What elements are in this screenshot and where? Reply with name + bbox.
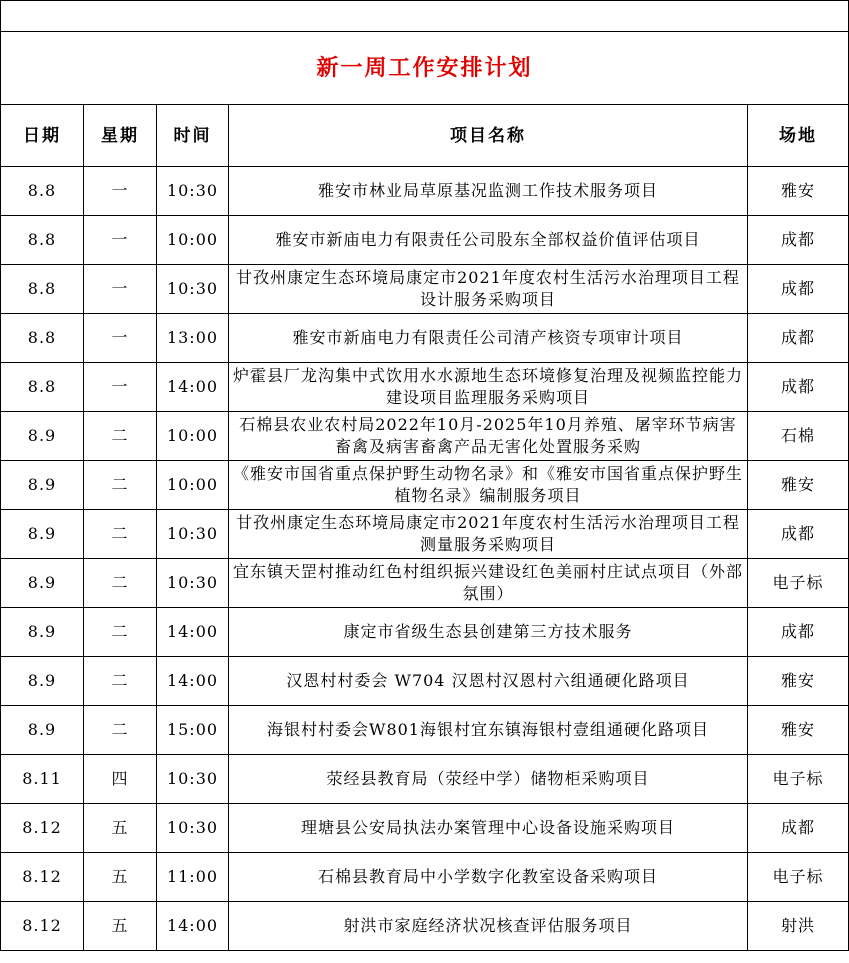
cell-time: 10:30: [157, 265, 229, 314]
header-weekday: 星期: [84, 105, 157, 167]
header-time: 时间: [157, 105, 229, 167]
cell-project: 炉霍县厂龙沟集中式饮用水水源地生态环境修复治理及视频监控能力建设项目监理服务采购项目: [229, 363, 748, 412]
header-venue: 场地: [748, 105, 849, 167]
table-row: [1, 510, 849, 559]
cell-venue: 成都: [748, 363, 849, 412]
cell-time: 15:00: [157, 706, 229, 755]
cell-project: 雅安市新庙电力有限责任公司股东全部权益价值评估项目: [229, 216, 748, 265]
cell-project: 石棉县农业农村局2022年10月-2025年10月养殖、屠宰环节病害畜禽及病害畜禽产品无害化处置服务采购: [229, 412, 748, 461]
cell-weekday: 二: [84, 510, 157, 559]
page-title: 新一周工作安排计划: [1, 32, 849, 105]
blank-top-row: [1, 1, 849, 32]
cell-project: 雅安市林业局草原基况监测工作技术服务项目: [229, 167, 748, 216]
cell-weekday: 一: [84, 265, 157, 314]
cell-project: 汉恩村村委会 W704 汉恩村汉恩村六组通硬化路项目: [229, 657, 748, 706]
cell-venue: 雅安: [748, 657, 849, 706]
cell-venue: 电子标: [748, 559, 849, 608]
cell-project: 理塘县公安局执法办案管理中心设备设施采购项目: [229, 804, 748, 853]
cell-weekday: 一: [84, 363, 157, 412]
cell-date: 8.9: [1, 657, 84, 706]
cell-date: 8.12: [1, 853, 84, 902]
cell-venue: 射洪: [748, 902, 849, 951]
cell-date: 8.9: [1, 608, 84, 657]
table-row: [1, 853, 849, 902]
table-row: [1, 804, 849, 853]
table-row: [1, 363, 849, 412]
table-row: [1, 559, 849, 608]
cell-venue: 成都: [748, 216, 849, 265]
cell-venue: 电子标: [748, 755, 849, 804]
cell-weekday: 二: [84, 657, 157, 706]
cell-weekday: 四: [84, 755, 157, 804]
cell-date: 8.9: [1, 559, 84, 608]
cell-time: 10:30: [157, 167, 229, 216]
cell-weekday: 一: [84, 167, 157, 216]
cell-venue: 雅安: [748, 461, 849, 510]
cell-date: 8.11: [1, 755, 84, 804]
cell-time: 10:00: [157, 216, 229, 265]
table-row: [1, 902, 849, 951]
cell-venue: 电子标: [748, 853, 849, 902]
cell-project: 海银村村委会W801海银村宜东镇海银村壹组通硬化路项目: [229, 706, 748, 755]
cell-time: 10:30: [157, 755, 229, 804]
cell-date: 8.8: [1, 216, 84, 265]
cell-weekday: 二: [84, 706, 157, 755]
cell-venue: 雅安: [748, 167, 849, 216]
cell-time: 10:30: [157, 510, 229, 559]
cell-weekday: 二: [84, 461, 157, 510]
table-row: [1, 216, 849, 265]
cell-date: 8.9: [1, 510, 84, 559]
cell-date: 8.8: [1, 314, 84, 363]
header-project: 项目名称: [229, 105, 748, 167]
header-date: 日期: [1, 105, 84, 167]
cell-venue: 石棉: [748, 412, 849, 461]
cell-time: 10:00: [157, 461, 229, 510]
table-row: [1, 265, 849, 314]
cell-project: 《雅安市国省重点保护野生动物名录》和《雅安市国省重点保护野生植物名录》编制服务项目: [229, 461, 748, 510]
cell-time: 10:30: [157, 559, 229, 608]
cell-project: 荥经县教育局（荥经中学）储物柜采购项目: [229, 755, 748, 804]
cell-time: 13:00: [157, 314, 229, 363]
cell-project: 甘孜州康定生态环境局康定市2021年度农村生活污水治理项目工程测量服务采购项目: [229, 510, 748, 559]
cell-venue: 成都: [748, 608, 849, 657]
cell-date: 8.8: [1, 167, 84, 216]
table-row: [1, 461, 849, 510]
table-row: [1, 314, 849, 363]
cell-date: 8.12: [1, 804, 84, 853]
table-row: [1, 706, 849, 755]
table-row: [1, 755, 849, 804]
cell-date: 8.9: [1, 706, 84, 755]
table-row: [1, 412, 849, 461]
cell-weekday: 一: [84, 216, 157, 265]
cell-time: 11:00: [157, 853, 229, 902]
title-row: [1, 32, 849, 105]
table-row: [1, 608, 849, 657]
cell-date: 8.8: [1, 363, 84, 412]
cell-weekday: 五: [84, 902, 157, 951]
cell-time: 10:00: [157, 412, 229, 461]
cell-project: 雅安市新庙电力有限责任公司清产核资专项审计项目: [229, 314, 748, 363]
cell-weekday: 二: [84, 412, 157, 461]
cell-weekday: 一: [84, 314, 157, 363]
cell-venue: 成都: [748, 804, 849, 853]
cell-time: 14:00: [157, 657, 229, 706]
cell-weekday: 五: [84, 853, 157, 902]
cell-venue: 成都: [748, 510, 849, 559]
cell-date: 8.12: [1, 902, 84, 951]
cell-venue: 雅安: [748, 706, 849, 755]
cell-date: 8.8: [1, 265, 84, 314]
cell-project: 康定市省级生态县创建第三方技术服务: [229, 608, 748, 657]
cell-project: 石棉县教育局中小学数字化教室设备采购项目: [229, 853, 748, 902]
cell-time: 14:00: [157, 902, 229, 951]
cell-project: 射洪市家庭经济状况核查评估服务项目: [229, 902, 748, 951]
cell-weekday: 二: [84, 559, 157, 608]
cell-time: 10:30: [157, 804, 229, 853]
cell-time: 14:00: [157, 363, 229, 412]
cell-venue: 成都: [748, 265, 849, 314]
cell-time: 14:00: [157, 608, 229, 657]
cell-date: 8.9: [1, 412, 84, 461]
table-row: [1, 167, 849, 216]
cell-venue: 成都: [748, 314, 849, 363]
table-row: [1, 657, 849, 706]
cell-project: 宜东镇天罡村推动红色村组织振兴建设红色美丽村庄试点项目（外部氛围）: [229, 559, 748, 608]
cell-weekday: 五: [84, 804, 157, 853]
cell-weekday: 二: [84, 608, 157, 657]
cell-project: 甘孜州康定生态环境局康定市2021年度农村生活污水治理项目工程设计服务采购项目: [229, 265, 748, 314]
header-row: [1, 105, 849, 167]
cell-date: 8.9: [1, 461, 84, 510]
